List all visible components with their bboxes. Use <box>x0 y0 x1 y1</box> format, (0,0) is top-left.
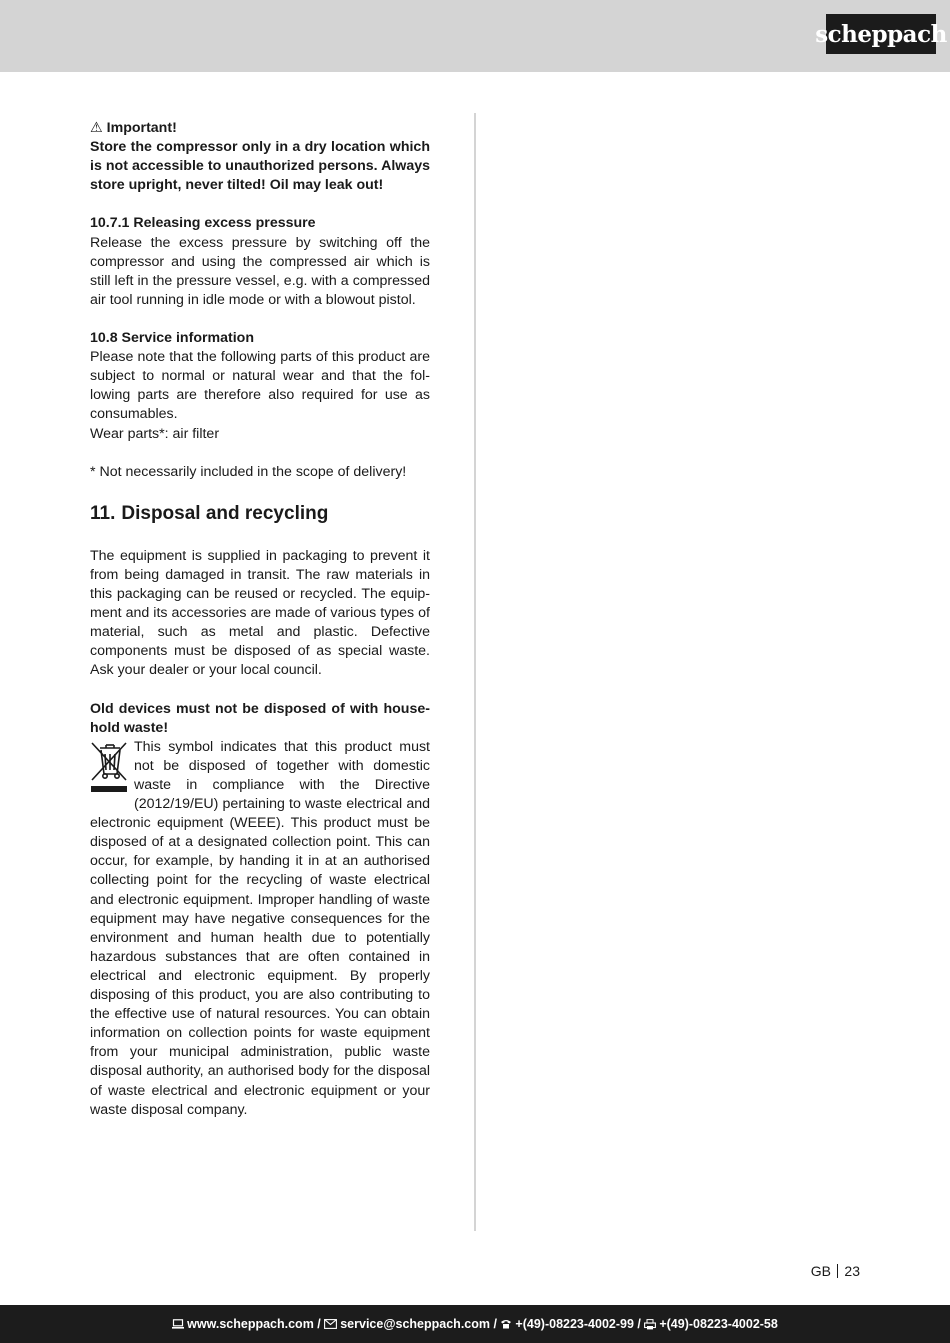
section-11-text: The equipment is supplied in packaging to prevent it from being damaged in transit. The raw materials in this packaging can be reused or recycled. The equipment and its accessories are made of various types of material, such as metal and plastic. Defective components must be disposed of as special waste. Ask your dealer or your local council. <box>90 547 430 679</box>
email-link[interactable]: service@scheppach.com <box>340 1317 490 1331</box>
footer-separator <box>837 1264 839 1278</box>
separator-3: / <box>633 1317 645 1331</box>
phone-number[interactable]: +(49)-08223-4002-99 <box>515 1317 634 1331</box>
footnote: * Not necessarily included in the scope of delivery! <box>90 463 407 480</box>
page-footer <box>811 1263 860 1279</box>
language-code: GB <box>810 1263 831 1279</box>
envelope-icon <box>324 1319 337 1329</box>
separator-2: / <box>490 1317 501 1331</box>
header-band <box>0 0 950 72</box>
section-11-heading <box>90 501 430 527</box>
old-devices-title <box>90 700 430 738</box>
crossed-out-wheelie-bin-icon <box>90 740 128 798</box>
page-number: 23 <box>844 1263 860 1279</box>
section-10-8-text: Please note that the following parts of this product are subject to normal or natural wear and that the following parts are therefore also required for use as consumables. <box>90 349 430 423</box>
important-title: ⚠ Important! <box>90 120 177 136</box>
logo-text: scheppach <box>815 20 947 48</box>
telephone-icon <box>500 1319 512 1329</box>
fax-icon <box>644 1319 656 1330</box>
section-10-7-1 <box>90 214 430 309</box>
section-11-title: Disposal and recycling <box>121 502 329 524</box>
section-10-7-1-title: 10.7.1 Releasing excess pressure <box>90 215 316 232</box>
fax-number[interactable]: +(49)-08223-4002-58 <box>659 1317 778 1331</box>
weee-paragraph <box>90 738 430 1120</box>
computer-icon <box>172 1319 184 1329</box>
important-text: Store the compressor only in a dry location which is not accessible to unauthorized persons. Always store upright, never tilted! Oil may leak out! <box>90 139 430 194</box>
wear-parts: Wear parts*: air filter <box>90 425 220 442</box>
section-10-7-1-text: Release the excess pressure by switching off the compressor and using the compressed air which is still left in the pressure vessel, e.g. with a compressed air tool running in idle mode or with a blowout pistol. <box>90 234 430 308</box>
section-10-8 <box>90 329 430 444</box>
section-10-8-title: 10.8 Service information <box>90 330 255 347</box>
website-link[interactable]: www.scheppach.com <box>187 1317 314 1331</box>
section-11-number: 11. <box>90 502 116 524</box>
left-column <box>90 119 430 1120</box>
important-notice <box>90 119 430 195</box>
contact-bar <box>0 1305 950 1343</box>
old-devices-title-text: Old devices must not be disposed of with household waste! <box>90 700 430 736</box>
column-divider <box>474 113 476 1231</box>
brand-logo <box>815 14 947 54</box>
separator-1: / <box>313 1317 325 1331</box>
weee-text: This symbol indicates that this product must not be disposed of together with domestic waste in compliance with the Directive (2012/19/EU) pertaining to waste electrical and electronic equipment (WEEE). This product must be disposed of at a designated collection point. This can occur, for example, by handing it in at an authorised collecting point for the recycling of waste electrical and electronic equipment. Improper handling of waste equipment may have negative consequences for the environment and human health due to potentially hazardous substances that are often contained in electrical and electronic equipment. By properly disposing of this product, you are also contributing to the effective use of natural resources. You can obtain information on collection points for waste equipment from your municipal administration, public waste disposal authority, an authorised body for the disposal of waste electrical and electronic equipment or your waste disposal company. <box>90 738 430 1118</box>
